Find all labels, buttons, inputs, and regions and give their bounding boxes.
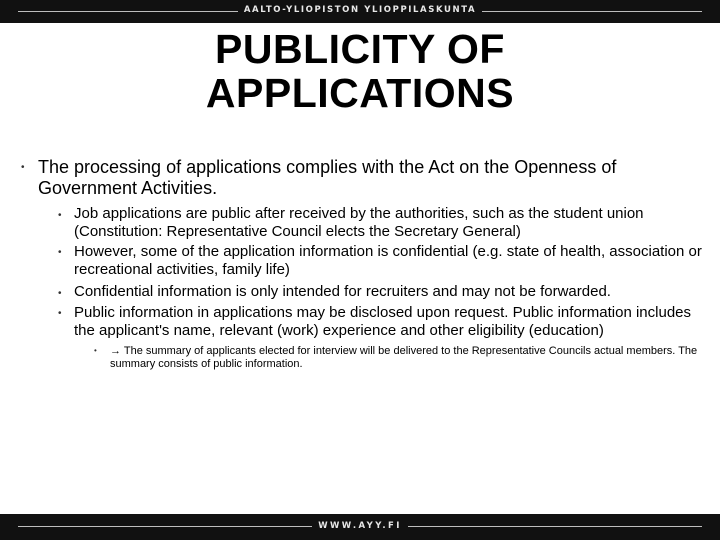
bullet-icon: • [94, 346, 97, 355]
header-org-name: AALTO-YLIOPISTON YLIOPPILASKUNTA [0, 5, 720, 15]
slide-title-line-1: PUBLICITY OF [215, 26, 505, 72]
bullet-icon: • [58, 210, 62, 221]
bullet-icon: • [21, 162, 25, 173]
slide-title [0, 27, 720, 115]
level2-item: Confidential information is only intended for recruiters and may not be forwarded. [74, 283, 611, 300]
level2-item: Job applications are public after received by the authorities, such as the student union (Constitution: Representative Council elects the Secretary General) [74, 205, 644, 240]
level2-item: However, some of the application information is confidential (e.g. state of health, association or recreational activities, family life) [74, 243, 702, 278]
bullet-icon: • [58, 247, 62, 258]
footer-website: WWW.AYY.FI [0, 521, 720, 531]
level2-item: Public information in applications may be disclosed upon request. Public information includes the applicant's name, relevant (work) experience and other eligibility (education) [74, 304, 692, 339]
footer-bar [0, 514, 720, 540]
header-bar [0, 0, 720, 23]
slide-title-line-2: APPLICATIONS [205, 70, 515, 116]
bullet-icon: • [58, 288, 62, 299]
bullet-icon: • [58, 308, 62, 319]
level3-item: → The summary of applicants elected for interview will be delivered to the Representative Councils actual members. The summary consists of public information. [110, 345, 698, 370]
level1-item: The processing of applications complies with the Act on the Openness of Government Activities. [38, 157, 617, 198]
